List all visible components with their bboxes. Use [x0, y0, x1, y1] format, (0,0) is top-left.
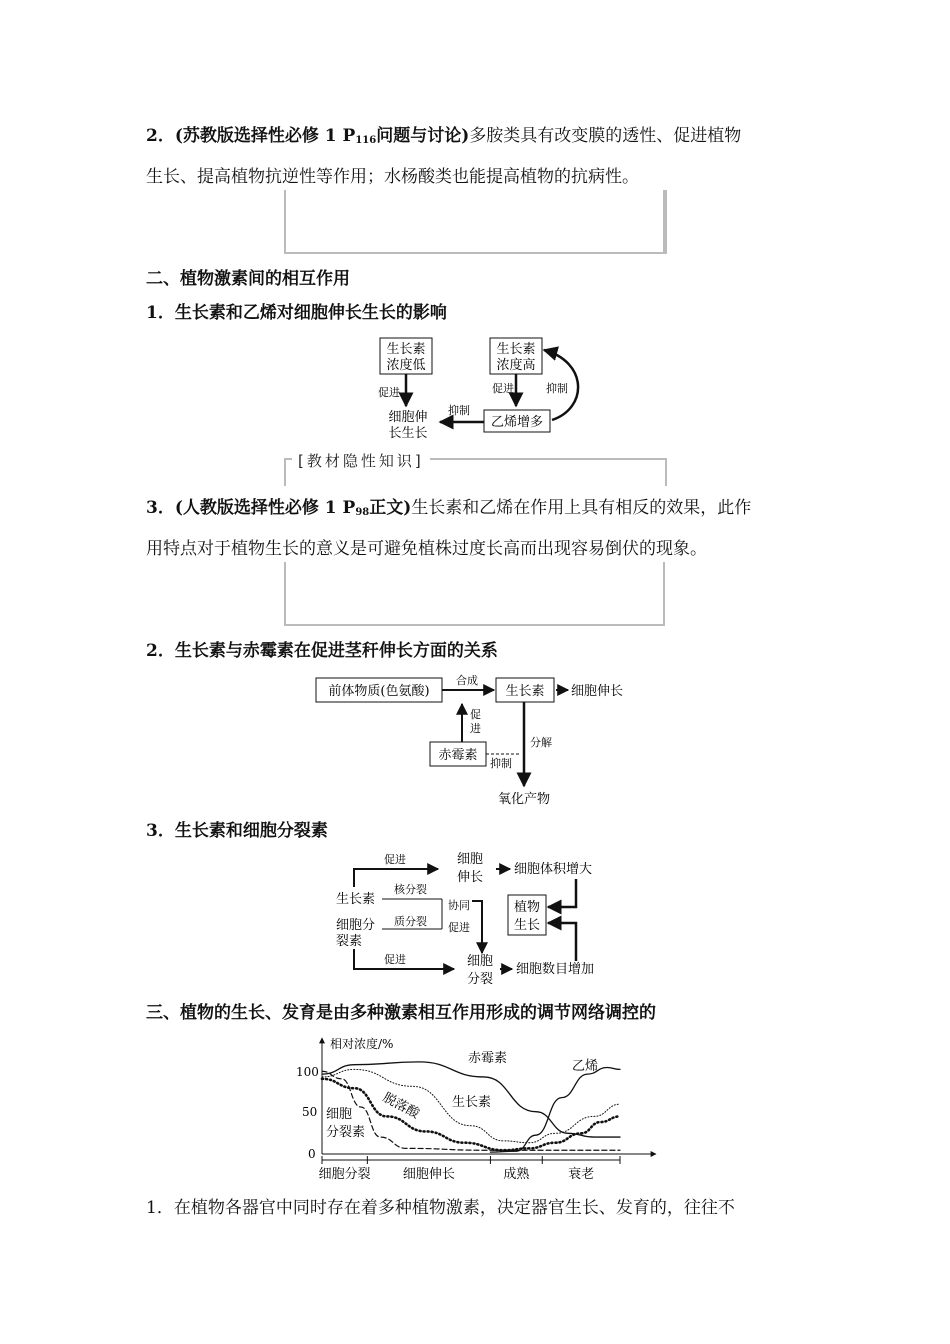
- label-promote-top: 促进: [384, 853, 406, 866]
- ytick-50: 50: [302, 1105, 318, 1119]
- chart-ylabel: 相对浓度/%: [330, 1037, 394, 1051]
- answer-box-2-bottom: [284, 624, 665, 626]
- p3-number: 3．: [146, 498, 175, 518]
- series-label-ga: 赤霉素: [468, 1051, 508, 1066]
- label-inhibit-2: 抑制: [546, 382, 568, 395]
- box-auxin-high-l2: 浓度高: [496, 358, 536, 373]
- answer-box-1-side-left: [284, 190, 286, 252]
- diagram-auxin-cytokinin: [330, 845, 630, 995]
- cell-elong-l2: 伸长: [456, 870, 484, 885]
- label-promote-1: 促进: [378, 386, 400, 399]
- box-plant-l1: 植物: [513, 900, 541, 915]
- cell-div-l2: 分裂: [466, 972, 494, 987]
- label-cyto-div: 质分裂: [394, 915, 427, 928]
- label-auxin: 生长素: [336, 892, 376, 907]
- cell-elong-l2: 长生长: [388, 426, 428, 441]
- label-promote-bottom: 促进: [384, 953, 406, 966]
- series-label-cyto-1: 细胞: [326, 1107, 353, 1122]
- series-label-aba: 脱落酸: [380, 1090, 422, 1122]
- box-auxin-high-l1: 生长素: [496, 342, 536, 357]
- label-promote-1: 促: [470, 708, 481, 721]
- subsection-2-title: 2．生长素与赤霉素在促进茎秆伸长方面的关系: [146, 641, 498, 661]
- p2-text-2: 生长、提高植物抗逆性等作用；水杨酸类也能提高植物的抗病性。: [146, 167, 639, 187]
- label-decompose: 分解: [530, 736, 552, 749]
- label-inhibit-1: 抑制: [448, 404, 470, 417]
- series-line-4: [490, 1068, 620, 1153]
- box-ga-text: 赤霉素: [438, 748, 478, 763]
- stage-label-2: 成熟: [503, 1167, 530, 1182]
- diagram-auxin-gibberellin: [310, 670, 650, 810]
- subsection-3-title: 3．生长素和细胞分裂素: [146, 821, 328, 841]
- label-cell-elong: 细胞伸长: [571, 684, 624, 699]
- label-synergy-2: 促进: [448, 921, 470, 934]
- box-plant-l2: 生长: [513, 918, 541, 933]
- series-label-ethylene: 乙烯: [572, 1059, 599, 1074]
- section-2-title: 二、植物激素间的相互作用: [146, 269, 350, 289]
- arrow-synergy: [472, 901, 482, 953]
- ytick-100: 100: [296, 1065, 319, 1079]
- label-oxide: 氧化产物: [497, 792, 551, 807]
- series-label-auxin: 生长素: [452, 1095, 492, 1110]
- p2-source: (苏教版选择性必修 1 $P_{116}$问题与讨论): [174, 126, 470, 146]
- stage-label-0: 细胞分裂: [318, 1167, 371, 1182]
- box-auxin-text: 生长素: [505, 684, 545, 699]
- arrow-num-plant: [548, 923, 576, 961]
- note-label: [教材隐性知识]: [292, 450, 430, 471]
- label-number: 细胞数目增加: [516, 962, 595, 977]
- arrow-vol-plant: [548, 879, 576, 907]
- series-label-cyto-2: 分裂素: [326, 1125, 366, 1140]
- stage-label-3: 衰老: [568, 1167, 595, 1182]
- answer-box-2-right: [663, 562, 665, 626]
- box-auxin-low-l1: 生长素: [386, 342, 426, 357]
- cell-elong-l1: 细胞伸: [388, 410, 428, 425]
- label-promote-2: 促进: [492, 382, 514, 395]
- answer-box-2-left: [284, 562, 286, 626]
- stage-label-1: 细胞伸长: [402, 1167, 455, 1182]
- paragraph-3: [146, 490, 806, 567]
- p3-source: (人教版选择性必修 1 $P_{98}$正文): [174, 498, 412, 518]
- ytick-0: 0: [308, 1147, 316, 1161]
- p2-number: 2．: [146, 126, 175, 146]
- p2-text-1: 多胺类具有改变膜的透性、促进植物: [469, 126, 742, 146]
- label-synergy-1: 协同: [448, 899, 470, 912]
- hormone-chart: [290, 1030, 670, 1186]
- label-nuc-div: 核分裂: [394, 883, 427, 896]
- label-volume: 细胞体积增大: [514, 862, 593, 877]
- answer-box-1: [284, 190, 667, 254]
- label-promote-2: 进: [470, 722, 481, 735]
- paragraph-last: [146, 1190, 806, 1226]
- p3-text-1: 生长素和乙烯在作用上具有相反的效果，此作: [411, 498, 752, 518]
- cell-div-l1: 细胞: [466, 954, 494, 969]
- cell-elong-l1: 细胞: [456, 852, 484, 867]
- label-cyto-1: 细胞分: [336, 918, 376, 933]
- series-line-2: [322, 1079, 620, 1150]
- label-cyto-2: 裂素: [336, 934, 363, 949]
- box-ethylene-text: 乙烯增多: [490, 415, 544, 430]
- section-3-title: 三、植物的生长、发育是由多种激素相互作用形成的调节网络调控的: [146, 1003, 656, 1023]
- label-inhibit: 抑制: [490, 757, 512, 770]
- series-line-3: [322, 1071, 620, 1150]
- p3-text-2: 用特点对于植物生长的意义是可避免植株过度长高而出现容易倒伏的现象。: [146, 539, 707, 559]
- diagram-auxin-ethylene: [360, 330, 600, 446]
- subsection-1-title: 1．生长素和乙烯对细胞伸长生长的影响: [146, 303, 447, 323]
- chart-stages-group: [319, 1156, 620, 1182]
- p-last-text: 1．在植物各器官中同时存在着多种植物激素，决定器官生长、发育的，往往不: [146, 1198, 735, 1218]
- box-auxin-low-l2: 浓度低: [386, 358, 426, 373]
- box-precursor-text: 前体物质(色氨酸): [328, 684, 430, 699]
- paragraph-2: [146, 118, 806, 195]
- label-synth: 合成: [456, 674, 478, 687]
- answer-box-1-side-right: [663, 190, 665, 252]
